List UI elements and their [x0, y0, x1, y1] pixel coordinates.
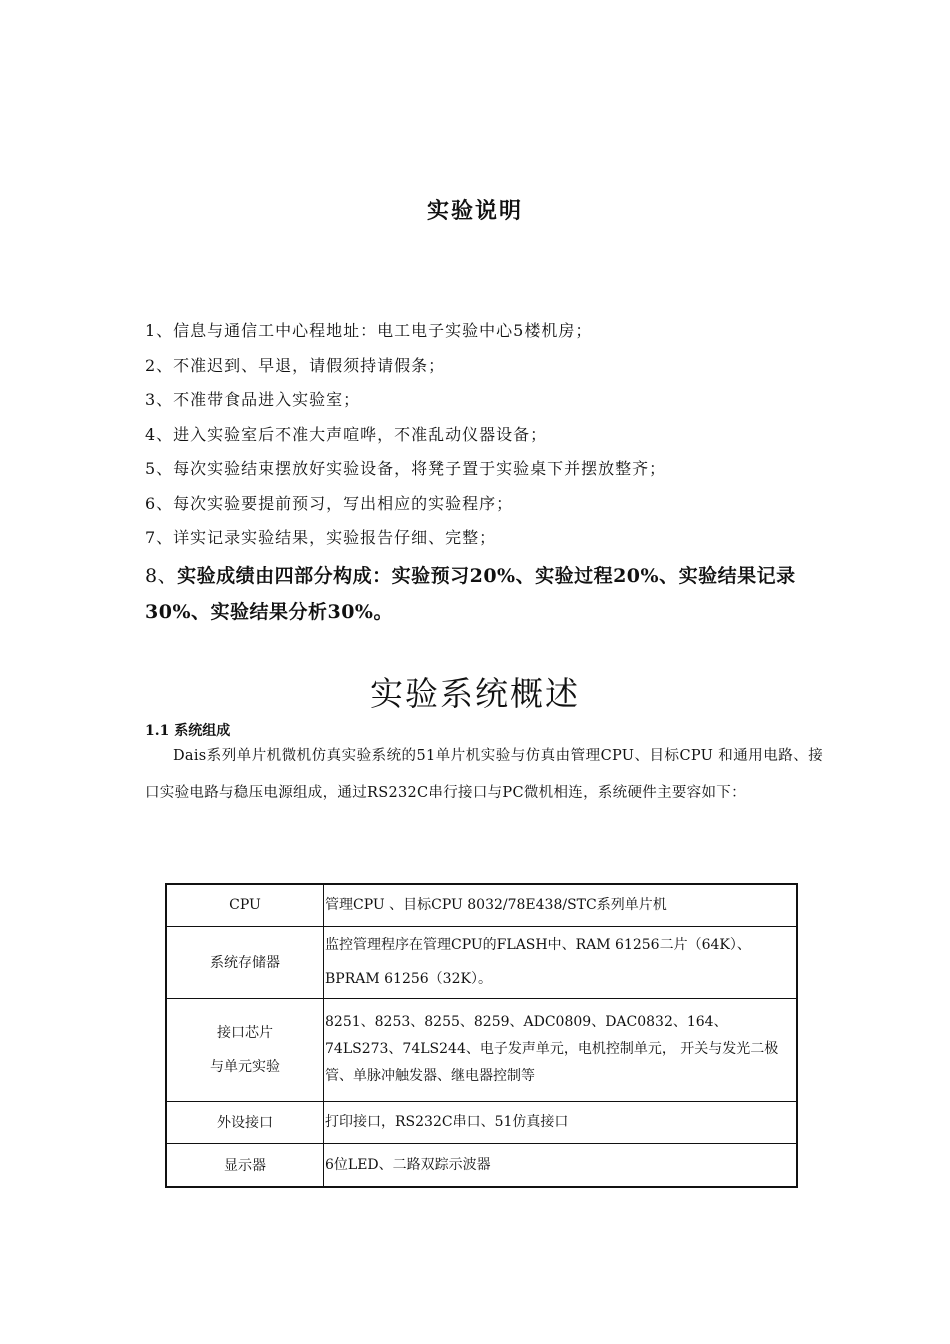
rule-item: 4、进入实验室后不准大声喧哗，不准乱动仪器设备； — [145, 424, 548, 444]
table-value-cell: 管理CPU 、目标CPU 8032/78E438/STC系列单片机 — [324, 884, 798, 926]
table-row — [166, 998, 797, 1101]
table-key-cell: 系统存储器 — [166, 926, 324, 998]
rule-item: 2、不准迟到、早退，请假须持请假条； — [145, 355, 446, 375]
table-row — [166, 926, 797, 998]
table-value-cell: 8251、8253、8255、8259、ADC0809、DAC0832、164、74LS273、74LS244、电子发声单元，电机控制单元， 开关与发光二极管、单脉冲触发器、继电器控制等 — [324, 998, 798, 1101]
table-key-cell: 外设接口 — [166, 1101, 324, 1143]
rule-item: 6、每次实验要提前预习，写出相应的实验程序； — [145, 493, 514, 513]
rules-list — [145, 314, 825, 630]
table-value-cell: 打印接口，RS232C串口、51仿真接口 — [324, 1101, 798, 1143]
rule-item: 1、信息与通信工中心程地址：电工电子实验中心5楼机房； — [145, 321, 593, 340]
table-value-cell: 监控管理程序在管理CPU的FLASH中、RAM 61256二片（64K）、BPRAM 61256（32K）。 — [324, 926, 798, 998]
grading-rule-text: 实验成绩由四部分构成：实验预习20%、实验过程20%、实验结果记录30%、实验结果分析30%。 — [145, 564, 796, 623]
table-key-cell: 显示器 — [166, 1143, 324, 1187]
table-key-cell — [166, 998, 324, 1101]
table-row — [166, 884, 797, 926]
table-key-cell: CPU — [166, 884, 324, 926]
table-value-cell: 6位LED、二路双踪示波器 — [324, 1143, 798, 1187]
section-heading: 1.1 系统组成 — [145, 723, 231, 739]
table-key-line: 接口芯片 — [217, 1024, 273, 1041]
table-key-line: 与单元实验 — [210, 1058, 280, 1075]
table-row — [166, 1143, 797, 1187]
grading-rule — [145, 558, 825, 630]
table-row — [166, 1101, 797, 1143]
rule-item: 7、详实记录实验结果，实验报告仔细、完整； — [145, 528, 497, 547]
grading-rule-number: 8、 — [145, 564, 178, 587]
overview-title: 实验系统概述 — [370, 674, 580, 713]
page-title: 实验说明 — [426, 198, 523, 224]
rule-item: 5、每次实验结束摆放好实验设备，将凳子置于实验桌下并摆放整齐； — [145, 459, 667, 478]
rule-item: 3、不准带食品进入实验室； — [145, 390, 361, 409]
hardware-table — [165, 883, 798, 1188]
overview-paragraph: Dais系列单片机微机仿真实验系统的51单片机实验与仿真由管理CPU、目标CPU 和通用电路、接口实验电路与稳压电源组成，通过RS232C串行接口与PC微机相连，系统硬件主要容如下： — [145, 748, 823, 801]
